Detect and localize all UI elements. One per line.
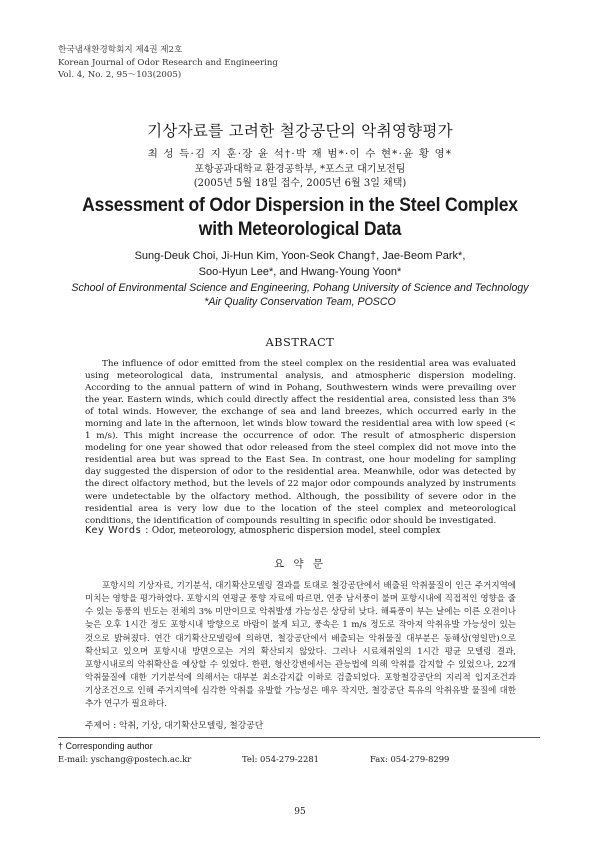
title-english: Assessment of Odor Dispersion in the Steel Complex with Meteorological Data [82, 194, 518, 240]
authors-english-line2: Soo-Hyun Lee*, and Hwang-Young Yoon* [198, 266, 402, 278]
keywords-korean-label: 주제어 [85, 721, 111, 731]
journal-name-ko: 한국냄새환경학회지 제4권 제2호 [58, 45, 183, 55]
contact-fax: Fax: 054-279-8299 [370, 754, 450, 764]
keywords-korean [85, 718, 525, 731]
summary-text: 포항시의 기상자료, 기기분석, 대기확산모델링 결과를 토대로 철강공단에서 배출된 악취물질이 인근 주거지역에 미치는 영향을 평가하였다. 포항시의 연평균 풍향 자료에 따르면, 연중 남서풍이 불며 포항시내에 직접적인 영향을 줄 수 있는 동풍의 빈도는 전체의 3% 미만이므로 악취발생 가능성은 상당히 낮다. 해륙풍이 부는 날에는 이른 오전이나 늦은 오후 1시간 정도 포항시내 방향으로 바람이 불게 되고, 풍속은 1 m/s 정도로 작아져 악취유발 가능성이 있는 것으로 밝혀졌다. 연간 대기확산모델링에 의하면, 철강공단에서 배출되는 악취물질 대부분은 동해상(영일만)으로 확산되고 있으며 포항시내 방면으로는 거의 확산되지 않았다. 그러나 시료채취일의 1시간 평균 모델링 결과, 포항시내로의 악취확산을 예상할 수 있었다. 한편, 형산강변에서는 관능법에 의해 악취를 감지할 수 있었으나, 22개 악취물질에 대한 기기분석에 의해서는 대부분 최소감지값 이하로 검출되었다. 포항철강공단의 지리적 입지조건과 기상조건으로 인해 주거지역에 심각한 악취를 유발할 가능성은 매우 작지만, 철강공단 특유의 악취유발 물질에 대한 추가 연구가 필요하다. [85, 581, 516, 710]
affiliation-korean: 포항공과대학교 환경공학부, *포스코 대기보전팀 [194, 164, 406, 175]
affiliation-english-line1: School of Environmental Science and Engineering, Pohang University of Science and Technology [71, 282, 529, 294]
title-korean: 기상자료를 고려한 철강공단의 악취영향평가 [147, 122, 453, 140]
keywords-label: Key Words : [85, 525, 150, 536]
abstract-text: The influence of odor emitted from the steel complex on the residential area was evaluated using meteorological data, instrumental analysis, and atmospheric dispersion modeling. According to the annual pattern of wind in Pohang, Southwestern winds were prevailing over the year. Eastern winds, which could directly affect the residential area, consisted less than 3% of total winds. However, the exchange of sea and land breezes, which occurred early in the morning and late in the afternoon, let winds blow toward the residential area with low speed (< 1 m/s). This might increase the occurrence of odor. The result of atmospheric dispersion modeling for one year showed that odor released from the steel complex did not move into the residential area but was spread to the East Sea. In contrast, one hour modeling for sampling day suggested the dispersion of odor to the residential area. Meanwhile, odor was detected by the direct olfactory method, but the levels of 22 major odor compounds analyzed by instruments were undetectable by the olfactory method. Although, the possibility of severe odor in the residential area is very low due to the location of the steel complex and meteorological conditions, the identification of compounds resulting in specific odor should be investigated. [85, 359, 516, 526]
corresponding-author-note: † Corresponding author [58, 741, 153, 751]
page-number: 95 [294, 807, 306, 817]
contact-tel: Tel: 054-279-2281 [242, 754, 319, 764]
journal-name-en: Korean Journal of Odor Research and Engineering [58, 57, 278, 68]
received-date: (2005년 5월 18일 접수, 2005년 6월 3일 채택) [193, 178, 407, 189]
keywords-value: Odor, meteorology, atmospheric dispersion model, steel complex [149, 526, 441, 536]
keywords-korean-value: : 악취, 기상, 대기확산모델링, 철강공단 [110, 721, 264, 731]
authors-english [30, 248, 570, 280]
affiliation-english-line2: *Air Quality Conservation Team, POSCO [204, 296, 396, 308]
keywords-english [85, 525, 525, 536]
affiliation-english [10, 281, 590, 309]
footnote-divider [58, 737, 540, 738]
journal-header [58, 44, 278, 82]
summary-heading: 요 약 문 [273, 558, 327, 570]
abstract-heading: ABSTRACT [265, 336, 335, 349]
contact-email: E-mail: yschang@postech.ac.kr [58, 754, 192, 764]
authors-english-line1: Sung-Deuk Choi, Ji-Hun Kim, Yoon-Seok Chang†, Jae-Beom Park*, [134, 250, 466, 262]
journal-volume: Vol. 4, No. 2, 95～103(2005) [58, 70, 182, 80]
authors-korean: 최 성 득·김 지 훈·장 윤 석†·박 재 범*·이 수 현*·윤 황 영* [147, 148, 453, 160]
